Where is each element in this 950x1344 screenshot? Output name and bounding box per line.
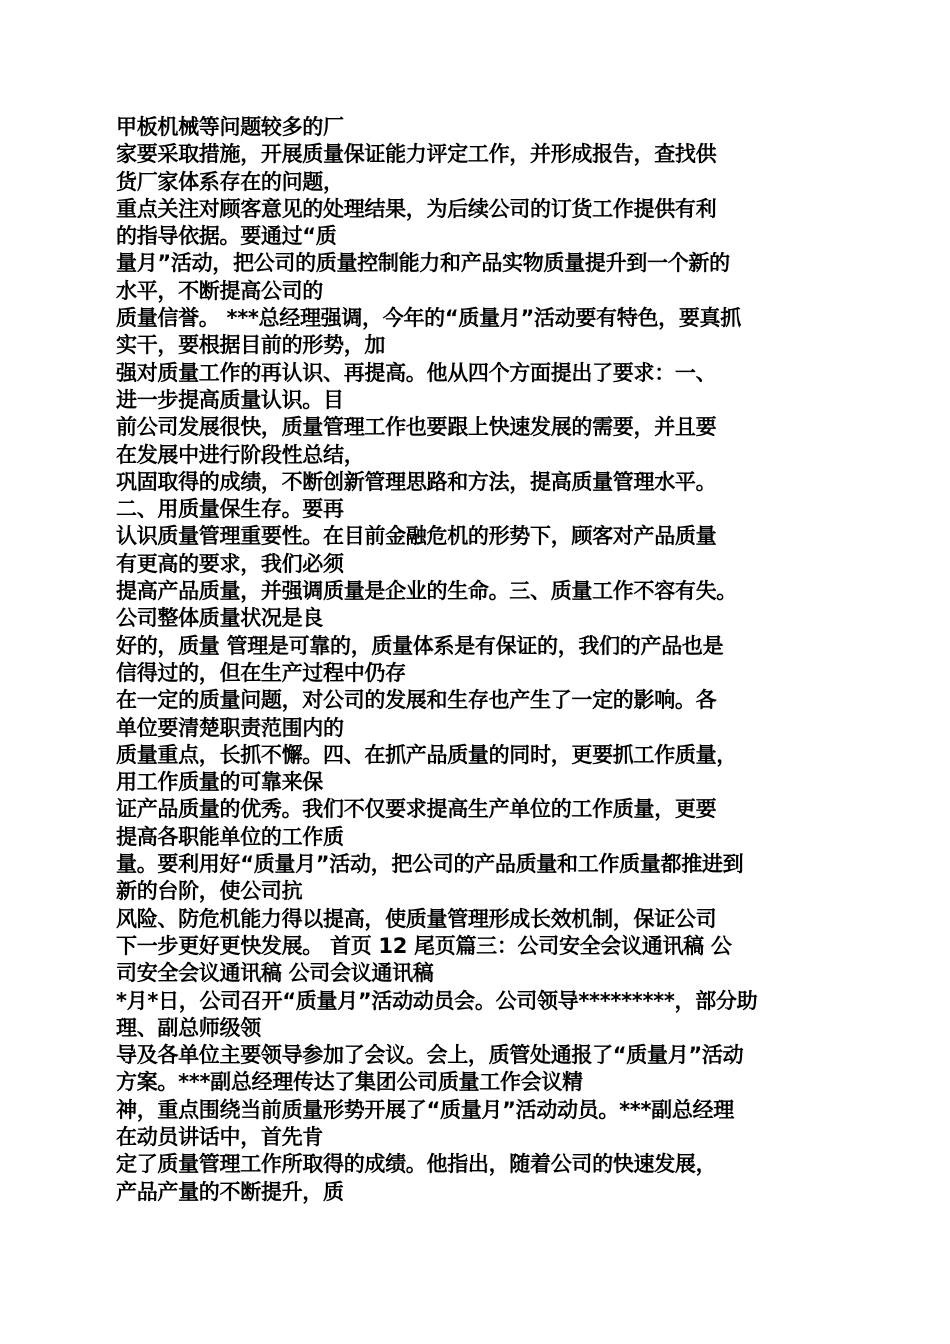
text-line: 好的，质量 管理是可靠的，质量体系是有保证的，我们的产品也是	[116, 633, 724, 658]
text-line: 理、副总师级领	[116, 1015, 261, 1040]
text-line: 有更高的要求，我们必须	[116, 551, 344, 576]
text-line: 水平，不断提高公司的	[116, 278, 323, 303]
text-line: 用工作质量的可靠来保	[116, 770, 323, 795]
text-line: 二、用质量保生存。要再	[116, 497, 344, 522]
text-line: 重点关注对顾客意见的处理结果，为后续公司的订货工作提供有利	[116, 196, 717, 221]
text-line: 前公司发展很快，质量管理工作也要跟上快速发展的需要，并且要	[116, 415, 717, 440]
text-line: 货厂家体系存在的问题，	[116, 169, 344, 194]
text-line: 的指导依据。要通过“质	[116, 224, 337, 249]
text-line: 导及各单位主要领导参加了会议。会上，质管处通报了“质量月”活动	[116, 1043, 744, 1068]
text-line: 信得过的，但在生产过程中仍存	[116, 660, 406, 685]
text-line: 实干，要根据目前的形势，加	[116, 333, 386, 358]
text-line: 下一步更好更快发展。 首页 12 尾页篇三：公司安全会议通讯稿 公	[116, 933, 732, 958]
text-line: 在动员讲话中，首先肯	[116, 1124, 323, 1149]
text-line: 司安全会议通讯稿 公司会议通讯稿	[116, 961, 434, 986]
text-line: 新的台阶，使公司抗	[116, 879, 303, 904]
text-line: 单位要清楚职责范围内的	[116, 715, 344, 740]
text-line: *月*日，公司召开“质量月”活动动员会。公司领导*********，部分助	[116, 988, 758, 1013]
text-line: 巩固取得的成绩，不断创新管理思路和方法，提高质量管理水平。	[116, 469, 717, 494]
text-line: 质量重点，长抓不懈。四、在抓产品质量的同时，更要抓工作质量，	[116, 742, 737, 767]
text-line: 量月”活动，把公司的质量控制能力和产品实物质量提升到一个新的	[116, 251, 730, 276]
text-line: 甲板机械等问题较多的厂	[116, 115, 344, 139]
document-body	[116, 114, 836, 1206]
text-line: 提高各职能单位的工作质	[116, 824, 344, 849]
text-line: 量。要利用好“质量月”活动，把公司的产品质量和工作质量都推进到	[116, 852, 744, 877]
text-line: 方案。***副总经理传达了集团公司质量工作会议精	[116, 1070, 583, 1095]
text-line: 定了质量管理工作所取得的成绩。他指出，随着公司的快速发展，	[116, 1152, 717, 1177]
text-line: 认识质量管理重要性。在目前金融危机的形势下，顾客对产品质量	[116, 524, 717, 549]
text-line: 在一定的质量问题，对公司的发展和生存也产生了一定的影响。各	[116, 688, 717, 713]
text-line: 在发展中进行阶段性总结，	[116, 442, 365, 467]
text-line: 风险、防危机能力得以提高，使质量管理形成长效机制，保证公司	[116, 906, 717, 931]
text-line: 提高产品质量，并强调质量是企业的生命。三、质量工作不容有失。	[116, 579, 737, 604]
text-line: 公司整体质量状况是良	[116, 606, 323, 631]
text-line: 家要采取措施，开展质量保证能力评定工作，并形成报告，查找供	[116, 142, 717, 167]
text-line: 强对质量工作的再认识、再提高。他从四个方面提出了要求：一、	[116, 360, 717, 385]
text-line: 神，重点围绕当前质量形势开展了“质量月”活动动员。***副总经理	[116, 1097, 734, 1122]
text-line: 证产品质量的优秀。我们不仅要求提高生产单位的工作质量，更要	[116, 797, 717, 822]
text-line: 质量信誉。 ***总经理强调，今年的“质量月”活动要有特色，要真抓	[116, 306, 741, 331]
text-line: 进一步提高质量认识。目	[116, 387, 344, 412]
text-line: 产品产量的不断提升，质	[116, 1179, 344, 1204]
